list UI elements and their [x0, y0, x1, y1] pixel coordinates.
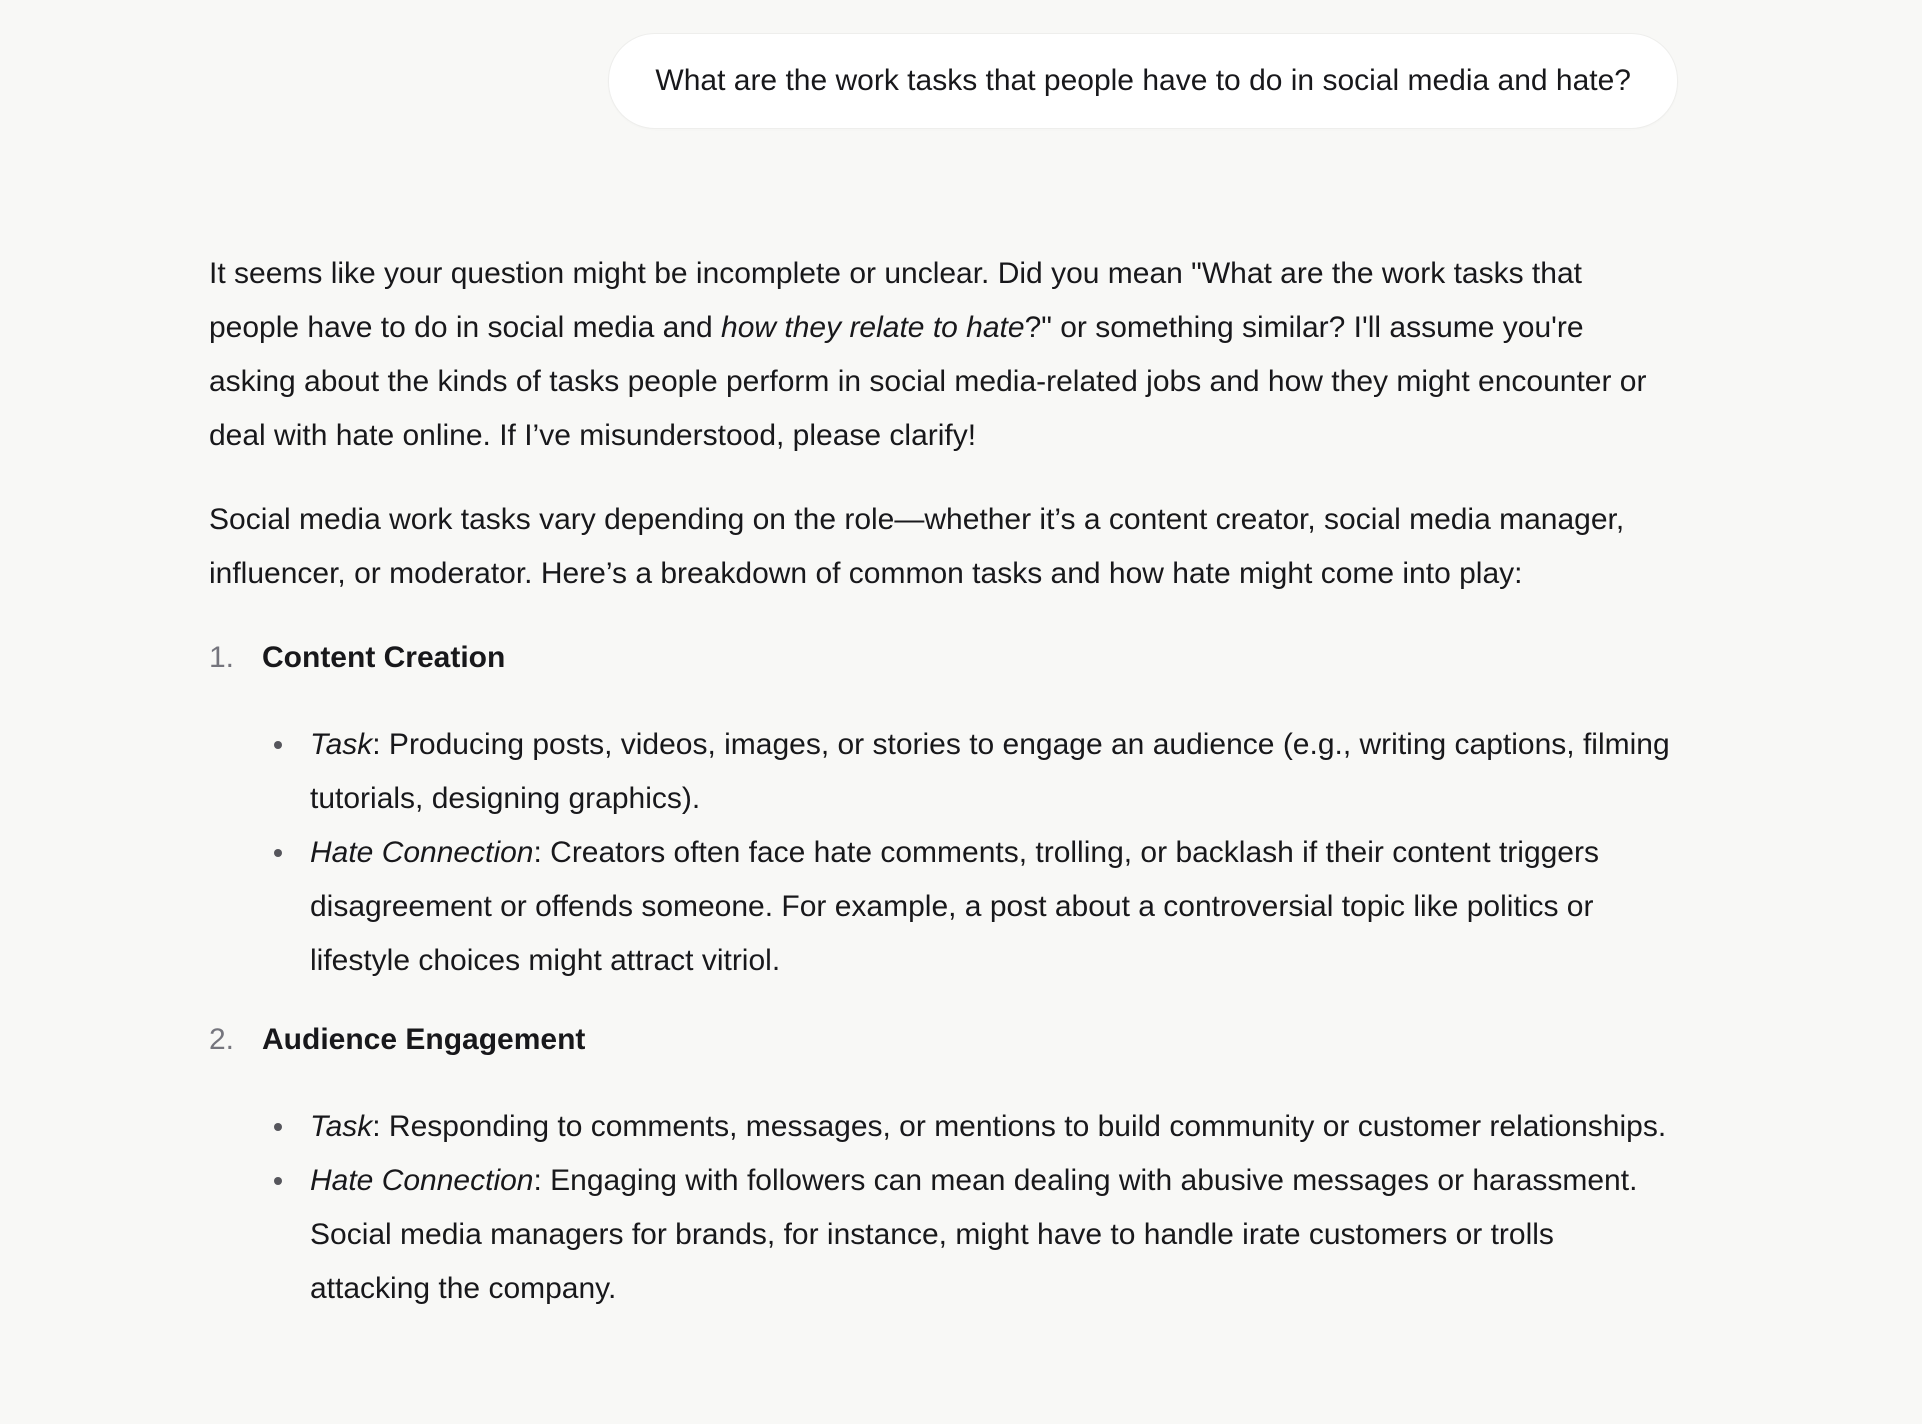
bullet-text: Task: Producing posts, videos, images, or stories to engage an audience (e.g., writing captions, filming tutorials, designing graphics).	[310, 728, 1670, 815]
user-message-bubble	[608, 33, 1678, 129]
item-number: 2.	[209, 1023, 235, 1056]
item-body	[262, 1013, 1678, 1316]
bullet-text: Task: Responding to comments, messages, or mentions to build community or customer relationships.	[310, 1110, 1667, 1143]
bullet-text: Hate Connection: Engaging with followers can mean dealing with abusive messages or harassment. Social media managers for brands, for instance, might have to handle irate customers or trolls attacking the company.	[310, 1164, 1638, 1305]
bullet-dot-icon	[274, 741, 282, 749]
task-numbered-list	[209, 631, 1678, 1316]
assistant-response	[209, 247, 1678, 1316]
bullet-item-task	[262, 718, 1678, 826]
item-title: Content Creation	[262, 641, 506, 674]
bullet-dot-icon	[274, 1177, 282, 1185]
bullet-list	[262, 718, 1678, 988]
item-number: 1.	[209, 641, 235, 674]
numbered-item-content-creation	[209, 631, 1678, 988]
chat-column	[209, 0, 1678, 1316]
numbered-item-audience-engagement	[209, 1013, 1678, 1316]
bullet-dot-icon	[274, 1123, 282, 1131]
user-message-row	[209, 0, 1678, 129]
bullet-item-task	[262, 1100, 1678, 1154]
bullet-dot-icon	[274, 849, 282, 857]
user-message-text: What are the work tasks that people have to do in social media and hate?	[655, 64, 1631, 97]
bullet-item-hate-connection	[262, 826, 1678, 988]
item-title: Audience Engagement	[262, 1023, 586, 1056]
bullet-item-hate-connection	[262, 1154, 1678, 1316]
response-paragraph-1: It seems like your question might be incomplete or unclear. Did you mean "What are the work tasks that people have to do in social media and how they relate to hate?" or something similar? I'll assume you're asking about the kinds of tasks people perform in social media-related jobs and how they might encounter or deal with hate online. If I’ve misunderstood, please clarify!	[209, 257, 1647, 452]
item-body	[262, 631, 1678, 988]
bullet-text: Hate Connection: Creators often face hate comments, trolling, or backlash if their content triggers disagreement or offends someone. For example, a post about a controversial topic like politics or lifestyle choices might attract vitriol.	[310, 836, 1599, 977]
response-paragraph-2: Social media work tasks vary depending on the role—whether it’s a content creator, social media manager, influencer, or moderator. Here’s a breakdown of common tasks and how hate might come into play:	[209, 503, 1625, 590]
bullet-list	[262, 1100, 1678, 1316]
